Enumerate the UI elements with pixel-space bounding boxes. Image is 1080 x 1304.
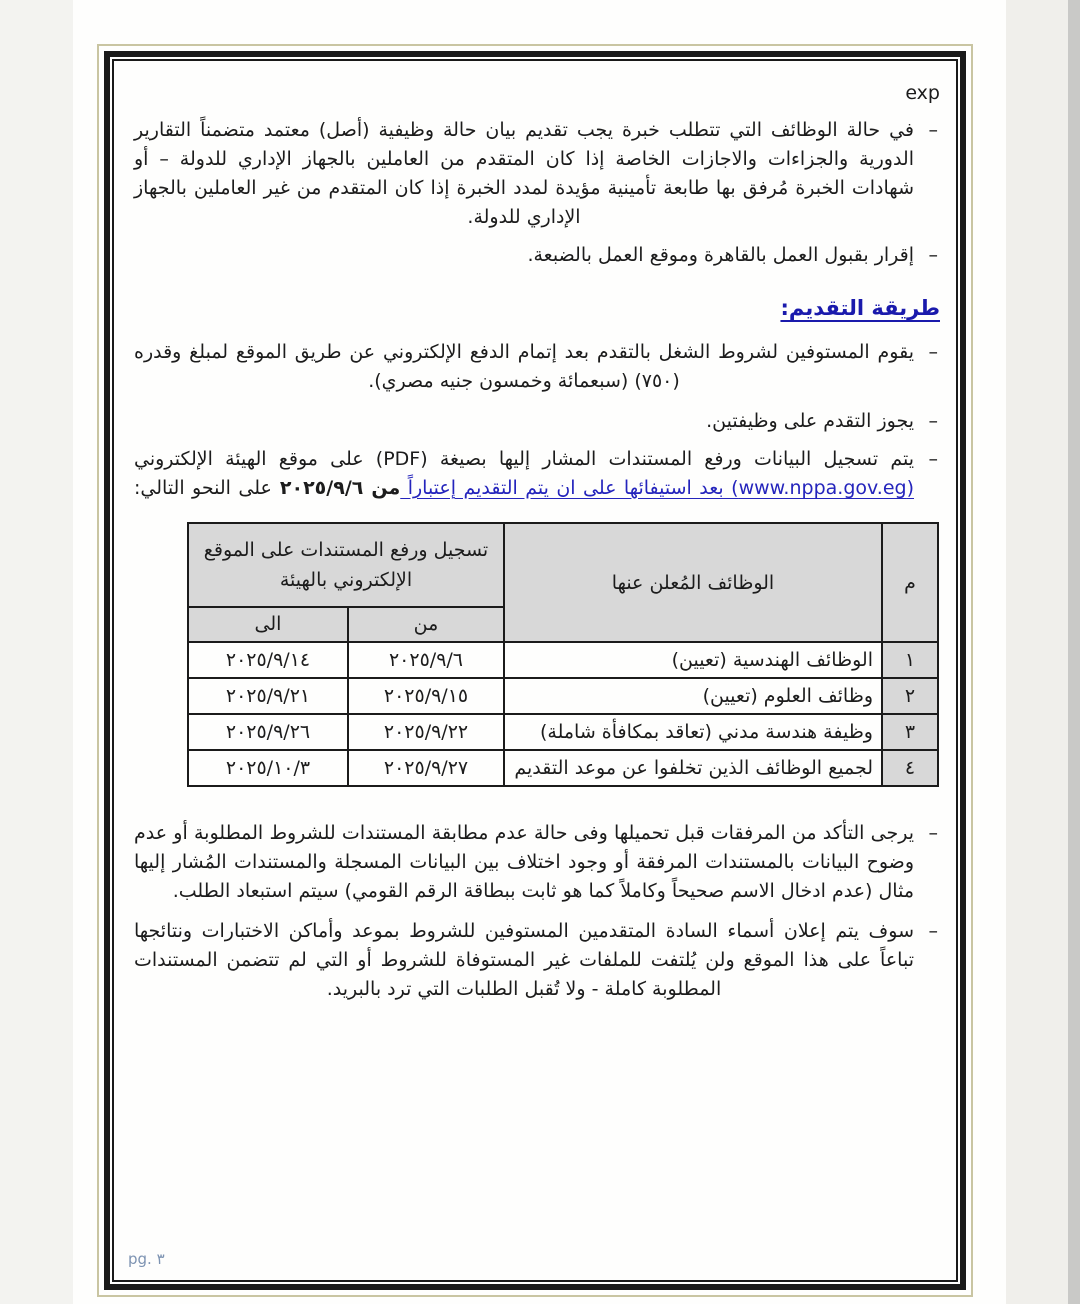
bullet-dash: – [928,119,938,141]
start-date-text: من ٢٠٢٥/٩/٦ [271,477,401,499]
row-date-from: ٢٠٢٥/٩/٦ [348,642,504,678]
bullet-dash: – [928,920,938,942]
document-border-thick [104,51,966,1290]
bullet-dash: – [928,822,938,844]
row-number: ١ [882,642,938,678]
bullet-verify-attachments [134,819,940,906]
row-job-title: الوظائف الهندسية (تعيين) [504,642,882,678]
bullet-results-announcement [134,917,940,1004]
section-heading-application-method: طريقة التقديم: [780,296,940,320]
bullet-text: سوف يتم إعلان أسماء السادة المتقدمين المستوفين للشروط بموعد وأماكن الاختبارات ونتائجها تباعاً على هذا الموقع ولن يُلتفت للملفات غير المستوفاة للشروط أو التي لم تتضمن المستندات المطلوبة كاملة - ولا تُقبل الطلبات التي ترد بالبريد. [134,920,914,1000]
document-border-frame [97,44,973,1297]
row-date-to: ٢٠٢٥/٩/١٤ [188,642,348,678]
row-job-title: لجميع الوظائف الذين تخلفوا عن موعد التقديم [504,750,882,786]
bullet-text: يتم تسجيل البيانات ورفع المستندات المشار إليها بصيغة (PDF) على موقع الهيئة الإلكتروني [134,448,914,470]
row-number: ٣ [882,714,938,750]
document-border-thin [112,59,958,1282]
bullet-text: يقوم المستوفين لشروط الشغل بالتقدم بعد إتمام الدفع الإلكتروني عن طريق الموقع لمبلغ وقدره (٧٥٠) (سبعمائة وخمسون جنيه مصري). [134,341,914,392]
bullet-dash: – [928,341,938,363]
table-row [188,642,938,678]
document-content: exp – في حالة الوظائف التي تتطلب خبرة يجب تقديم بيان حالة وظيفية (أصل) معتمد متضمناً التقارير الدورية والجزاءات والاجازات الخاصة إذا كان المتقدم من العاملين بالجهاز الإداري للدولة – أو شهادات الخبرة مُرفق بها طابعة تأمينية مؤيدة لمدد الخبرة إذا كان المتقدم من غير العاملين بالجهاز الإداري للدولة. – إقرار بقبول العمل بالقاهرة وموقع العمل بالضبعة. طريقة التقديم: – يقوم المستوفين لشروط الشغل بالتقدم بعد إتمام الدفع الإلكتروني عن طريق الموقع لمبلغ وقدره (٧٥٠) (سبعمائة وخمسون جنيه مصري). – يجوز التقدم على وظيفتين. – يتم تسجيل البيانات ورفع المستندات المشار إليها بصيغة (PDF) على موقع الهيئة الإلكتروني (www.nppa.gov.eg) بعد استيفائها على ان يتم التقديم إعتباراً من ٢٠٢٥/٩/٦ على النحو التالي: م الوظائف المُعلن عنها تسجيل ورفع المستندات على الموقع الإلكتروني بالهيئة من الى ١ الوظائف الهندسية (تعيين) ٢٠٢٥/٩/٦ ٢٠٢٥/٩/١٤ ٢ وظائف العلوم (تعيين) ٢٠٢٥/٩/١٥ ٢٠٢٥/٩/٢١ ٣ وظيفة هندسة مدني (تعاقد بمكافأة شاملة) ٢٠٢٥/٩/٢٢ ٢٠٢٥/٩/٢٦ ٤ لجميع الوظائف الذين تخلفوا عن موعد التقديم ٢٠٢٥/٩/٢٧ ٢٠٢٥/١٠/٣ – يرجى التأكد من المرفقات قبل تحميلها وفى حالة عدم مطابقة المستندات للشروط المطلوبة أو عدم وضوح البيانات بالمستندات المرفقة أو وجود اختلاف بين البيانات المسجلة والمستندات المُشار إليها مثال (عدم ادخال الاسم صحيحاً وكاملاً كما هو ثابت ببطاقة الرقم القومي) سيتم استبعاد الطلب. – سوف يتم إعلان أسماء السادة المتقدمين المستوفين للشروط بموعد وأماكن الاختبارات ونتائجها تباعاً على هذا الموقع ولن يُلتفت للملفات غير المستوفاة للشروط أو التي لم تتضمن المستندات المطلوبة كاملة - ولا تُقبل الطلبات التي ترد بالبريد. pg. ٣ [114,61,956,1280]
row-number: ٢ [882,678,938,714]
table-row [188,750,938,786]
application-schedule-table [187,522,939,787]
bullet-dash: – [928,410,938,432]
row-date-to: ٢٠٢٥/٩/٢١ [188,678,348,714]
photo-background-left [0,0,73,1304]
row-job-title: وظائف العلوم (تعيين) [504,678,882,714]
page-number: pg. ٣ [128,1250,165,1268]
column-header-jobs: الوظائف المُعلن عنها [504,523,882,642]
column-header-registration: تسجيل ورفع المستندات على الموقع الإلكتروني بالهيئة [188,523,504,607]
bullet-two-jobs [134,407,940,436]
row-date-to: ٢٠٢٥/١٠/٣ [188,750,348,786]
nppa-website-link[interactable]: (www.nppa.gov.eg) بعد استيفائها على ان يتم التقديم إعتباراً [400,477,914,499]
bullet-dash: – [928,244,938,266]
table-header-row [188,523,938,607]
table-row [188,714,938,750]
row-job-title: وظيفة هندسة مدني (تعاقد بمكافأة شاملة) [504,714,882,750]
bullet-work-acceptance [134,241,940,270]
row-date-from: ٢٠٢٥/٩/٢٧ [348,750,504,786]
row-number: ٤ [882,750,938,786]
bullet-text: يرجى التأكد من المرفقات قبل تحميلها وفى حالة عدم مطابقة المستندات للشروط المطلوبة أو عدم وضوح البيانات بالمستندات المرفقة أو وجود اختلاف بين البيانات المسجلة والمستندات المُشار إليها مثال (عدم ادخال الاسم صحيحاً وكاملاً كما هو ثابت ببطاقة الرقم القومي) سيتم استبعاد الطلب. [134,822,914,902]
table-row [188,678,938,714]
bullet-text: في حالة الوظائف التي تتطلب خبرة يجب تقديم بيان حالة وظيفية (أصل) معتمد متضمناً التقارير الدورية والجزاءات والاجازات الخاصة إذا كان المتقدم من العاملين بالجهاز الإداري للدولة – أو شهادات الخبرة مُرفق بها طابعة تأمينية مؤيدة لمدد الخبرة إذا كان المتقدم من غير العاملين بالجهاز الإداري للدولة. [134,119,914,228]
column-header-to: الى [188,607,348,642]
column-header-number: م [882,523,938,642]
bullet-payment [134,338,940,396]
row-date-to: ٢٠٢٥/٩/٢٦ [188,714,348,750]
photo-background-edge [1068,0,1080,1304]
row-date-from: ٢٠٢٥/٩/٢٢ [348,714,504,750]
bullet-registration [134,445,940,503]
bullet-text: يجوز التقدم على وظيفتين. [706,410,914,432]
bullet-experience-documents [134,116,940,232]
bullet-text: إقرار بقبول العمل بالقاهرة وموقع العمل بالضبعة. [527,244,914,266]
bullet-dash: – [928,448,938,470]
column-header-from: من [348,607,504,642]
row-date-from: ٢٠٢٥/٩/١٥ [348,678,504,714]
bullet-text: على النحو التالي: [134,477,272,499]
